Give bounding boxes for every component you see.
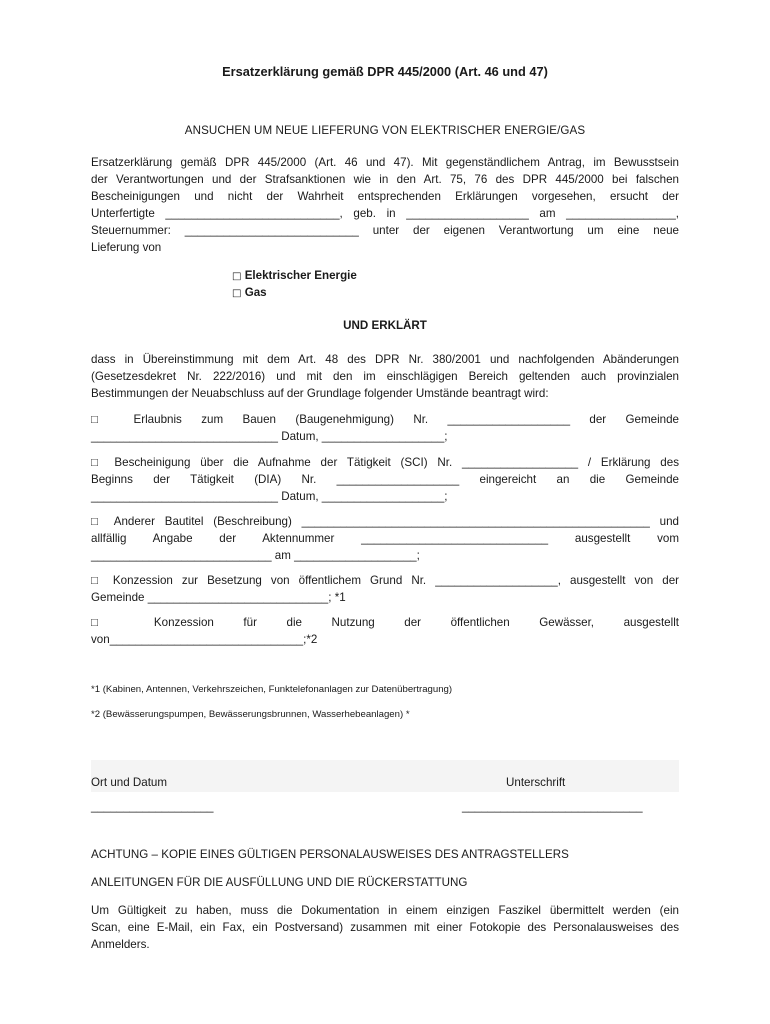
instructions-line: Um Gültigkeit zu haben, muss die Dokumentation in einem einzigen Faszikel übermittelt werden (ein bbox=[91, 904, 679, 917]
document-subtitle: ANSUCHEN UM NEUE LIEFERUNG VON ELEKTRISCHER ENERGIE/GAS bbox=[184, 124, 586, 137]
item-line: □ Bescheinigung über die Aufnahme der Tätigkeit (SCI) Nr. __________________ / Erklärung des bbox=[91, 456, 679, 469]
item-line: ____________________________ am ___________________; bbox=[91, 549, 420, 562]
item-line: □ Erlaubnis zum Bauen (Baugenehmigung) Nr. ___________________ der Gemeinde bbox=[91, 413, 679, 426]
intro-line: Unterfertigte ___________________________, geb. in ___________________ am _________________, bbox=[91, 207, 679, 220]
checkbox-icon[interactable]: □ bbox=[232, 271, 242, 282]
option-gas[interactable] bbox=[232, 286, 267, 299]
item-line: □ Konzession zur Besetzung von öffentlichem Grund Nr. ___________________, ausgestellt von der bbox=[91, 574, 679, 587]
intro-line: Bescheinigungen und nicht der Wahrheit entsprechenden Erklärungen vorgesehen, ersucht der bbox=[91, 190, 679, 203]
item-line: □ Anderer Bautitel (Beschreibung) ______________________________________________________ und bbox=[91, 515, 679, 528]
option-label: Gas bbox=[244, 286, 267, 299]
option-label: Elektrischer Energie bbox=[244, 269, 357, 282]
signature-band bbox=[91, 760, 679, 792]
declaration-line: dass in Übereinstimmung mit dem Art. 48 des DPR Nr. 380/2001 und nachfolgenden Abänderungen bbox=[91, 353, 679, 366]
footnote-1: *1 (Kabinen, Antennen, Verkehrszeichen, Funktelefonanlagen zur Datenübertragung) bbox=[91, 684, 453, 695]
item-other-building-title bbox=[91, 513, 679, 564]
place-date-label: Ort und Datum bbox=[91, 776, 168, 789]
item-line: □ Konzession für die Nutzung der öffentlichen Gewässer, ausgestellt bbox=[91, 616, 679, 629]
attention-notice: ACHTUNG – KOPIE EINES GÜLTIGEN PERSONALAUSWEISES DES ANTRAGSTELLERS bbox=[91, 848, 569, 861]
signature-label: Unterschrift bbox=[506, 776, 566, 789]
item-public-water-concession bbox=[91, 614, 679, 648]
item-line: _____________________________ Datum, ___________________; bbox=[91, 430, 448, 443]
intro-line: Ersatzerklärung gemäß DPR 445/2000 (Art. 46 und 47). Mit gegenständlichem Antrag, im Bewusstsein bbox=[91, 156, 679, 169]
intro-line: Steuernummer: ___________________________ unter der eigenen Verantwortung um eine neue bbox=[91, 224, 679, 237]
item-line: Gemeinde ____________________________; *1 bbox=[91, 591, 346, 604]
instructions-line: Anmelders. bbox=[91, 938, 150, 951]
declaration-line: (Gesetzesdekret Nr. 222/2016) und mit den im einschlägigen Bereich geltenden auch provinzialen bbox=[91, 370, 679, 383]
declaration-heading: UND ERKLÄRT bbox=[343, 319, 427, 332]
instructions-heading: ANLEITUNGEN FÜR DIE AUSFÜLLUNG UND DIE RÜCKERSTATTUNG bbox=[91, 876, 468, 889]
signature-field[interactable]: ____________________________ bbox=[462, 800, 643, 813]
declaration-line: Bestimmungen der Neuabschluss auf der Grundlage folgender Umstände beantragt wird: bbox=[91, 387, 549, 400]
intro-line: Lieferung von bbox=[91, 241, 162, 254]
item-public-land-concession bbox=[91, 572, 679, 606]
document-title: Ersatzerklärung gemäß DPR 445/2000 (Art. 46 und 47) bbox=[222, 64, 548, 79]
item-building-permit bbox=[91, 411, 679, 445]
place-date-field[interactable]: ___________________ bbox=[91, 800, 214, 813]
intro-line: der Verantwortungen und der Strafsanktionen wie in den Art. 75, 76 des DPR 445/2000 bei falschen bbox=[91, 173, 679, 186]
footnote-2: *2 (Bewässerungspumpen, Bewässerungsbrunnen, Wasserhebeanlagen) * bbox=[91, 709, 410, 720]
item-line: _____________________________ Datum, ___________________; bbox=[91, 490, 448, 503]
declaration-paragraph bbox=[91, 351, 679, 402]
instructions-paragraph bbox=[91, 902, 679, 953]
checkbox-icon[interactable]: □ bbox=[232, 288, 242, 299]
item-line: von______________________________;*2 bbox=[91, 633, 318, 646]
item-sci-certificate bbox=[91, 454, 679, 505]
item-line: Beginns der Tätigkeit (DIA) Nr. ___________________ eingereicht an die Gemeinde bbox=[91, 473, 679, 486]
instructions-line: Scan, eine E-Mail, ein Fax, ein Postversand) zusammen mit einer Fotokopie des Personalausweises des bbox=[91, 921, 679, 934]
option-electric-energy[interactable] bbox=[232, 269, 357, 282]
item-line: allfällig Angabe der Aktennummer _____________________________ ausgestellt vom bbox=[91, 532, 679, 545]
intro-paragraph bbox=[91, 154, 679, 256]
